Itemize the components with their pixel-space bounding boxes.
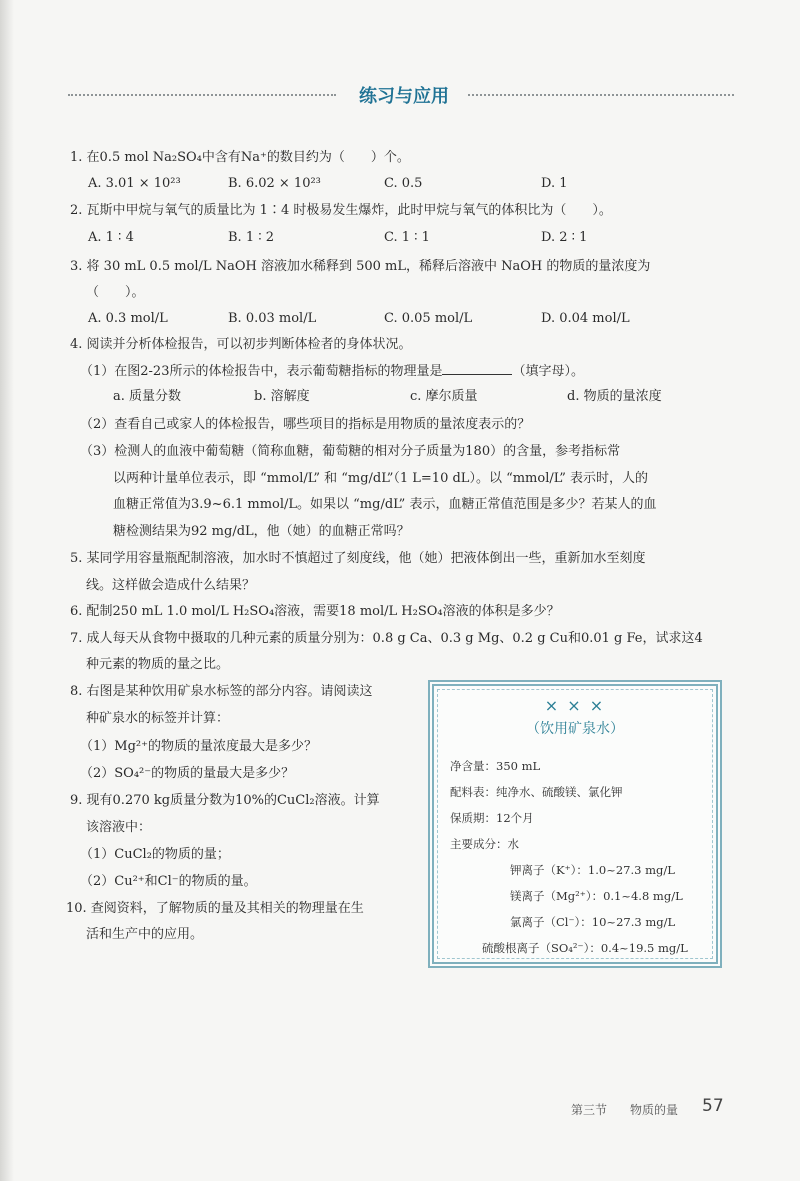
q3-stem-line2: （ ）。 — [86, 285, 145, 300]
q3-option-b: B. 0.03 mol/L — [228, 311, 317, 326]
q10-line2: 活和生产中的应用。 — [86, 927, 204, 942]
q7-line2: 种元素的物质的量之比。 — [86, 657, 230, 672]
q3-option-c: C. 0.05 mol/L — [384, 311, 473, 326]
footer-section-name: 物质的量 — [630, 1103, 679, 1117]
q1-option-a: A. 3.01 × 10²³ — [88, 176, 181, 191]
q2-option-a: A. 1 ∶ 4 — [88, 230, 134, 245]
q6: 6. 配制250 mL 1.0 mol/L H₂SO₄溶液，需要18 mol/L H₂SO₄溶液的体积是多少？ — [70, 604, 560, 619]
q10-line1: 10. 查阅资料，了解物质的量及其相关的物理量在生 — [66, 901, 364, 916]
q5-line2: 线。这样做会造成什么结果？ — [86, 578, 256, 593]
q4-part1-option-a: a. 质量分数 — [113, 389, 182, 404]
q4-part1-option-d: d. 物质的量浓度 — [567, 389, 662, 404]
q4-part1-text: （1）在图2-23所示的体检报告中，表示葡萄糖指标的物理量是 — [80, 364, 443, 379]
label-chloride: 氯离子（Cl⁻）：10~27.3 mg/L — [510, 915, 676, 929]
q9-part1: （1）CuCl₂的物质的量； — [80, 847, 230, 862]
q8-part2: （2）SO₄²⁻的物质的量最大是多少？ — [80, 766, 295, 781]
q4-part1-suffix: （填字母）。 — [512, 364, 584, 379]
q5-line1: 5. 某同学用容量瓶配制溶液，加水时不慎超过了刻度线，他（她）把液体倒出一些，重新加水至刻度 — [70, 551, 646, 566]
header-dotted-rule-left — [68, 94, 336, 96]
answer-blank — [442, 362, 512, 375]
q8-part1: （1）Mg²⁺的物质的量浓度最大是多少？ — [80, 739, 317, 754]
q4-part1-option-b: b. 溶解度 — [254, 389, 310, 404]
q4-part1-option-c: c. 摩尔质量 — [410, 389, 478, 404]
page-number: 57 — [702, 1096, 724, 1116]
page-fold-shadow — [0, 0, 14, 1181]
label-main-component: 主要成分：水 — [450, 837, 519, 851]
q4-part3-line2: 以两种计量单位表示，即 “mmol/L” 和 “mg/dL”（1 L=10 dL）。以 “mmol/L” 表示时，人的 — [113, 471, 649, 486]
q4-stem: 4. 阅读并分析体检报告，可以初步判断体检者的身体状况。 — [70, 337, 412, 352]
label-magnesium: 镁离子（Mg²⁺）：0.1~4.8 mg/L — [510, 889, 683, 903]
q4-part3-line4: 糖检测结果为92 mg/dL，他（她）的血糖正常吗？ — [113, 524, 410, 539]
q8-line1: 8. 右图是某种饮用矿泉水标签的部分内容。请阅读这 — [70, 684, 373, 699]
q2-option-c: C. 1 ∶ 1 — [384, 230, 430, 245]
q4-part3-line1: （3）检测人的血液中葡萄糖（简称血糖，葡萄糖的相对分子质量为180）的含量，参考指标常 — [80, 444, 621, 459]
label-sulfate: 硫酸根离子（SO₄²⁻）：0.4~19.5 mg/L — [482, 941, 688, 955]
q3-option-d: D. 0.04 mol/L — [541, 311, 630, 326]
q2-option-b: B. 1 ∶ 2 — [228, 230, 275, 245]
q9-line2: 该溶液中： — [86, 820, 152, 835]
label-subtitle: （饮用矿泉水） — [526, 721, 624, 737]
q9-line1: 9. 现有0.270 kg质量分数为10%的CuCl₂溶液。计算 — [70, 793, 380, 808]
label-potassium: 钾离子（K⁺）：1.0~27.3 mg/L — [510, 863, 675, 877]
section-header — [68, 82, 734, 108]
q1-option-c: C. 0.5 — [384, 176, 423, 191]
q4-part2: （2）查看自己或家人的体检报告，哪些项目的指标是用物质的量浓度表示的？ — [80, 417, 531, 432]
q2-stem: 2. 瓦斯中甲烷与氧气的质量比为 1∶4 时极易发生爆炸，此时甲烷与氧气的体积比为（ ）。 — [70, 203, 612, 218]
mineral-water-label — [428, 680, 722, 968]
label-ingredients: 配料表：纯净水、硫酸镁、氯化钾 — [450, 785, 623, 799]
q1-option-d: D. 1 — [541, 176, 568, 191]
label-net-content: 净含量：350 mL — [450, 759, 541, 773]
footer-section: 第三节 — [571, 1103, 608, 1117]
q3-option-a: A. 0.3 mol/L — [88, 311, 168, 326]
header-dotted-rule-right — [468, 94, 734, 96]
section-title: 练习与应用 — [359, 86, 449, 107]
label-brand: × × × — [544, 696, 606, 715]
q3-stem-line1: 3. 将 30 mL 0.5 mol/L NaOH 溶液加水稀释到 500 mL，稀释后溶液中 NaOH 的物质的量浓度为 — [70, 259, 651, 274]
q7-line1: 7. 成人每天从食物中摄取的几种元素的质量分别为：0.8 g Ca、0.3 g Mg、0.2 g Cu和0.01 g Fe，试求这4 — [70, 631, 703, 646]
q4-part3-line3: 血糖正常值为3.9~6.1 mmol/L。如果以 “mg/dL” 表示，血糖正常值范围是多少？若某人的血 — [113, 497, 657, 512]
q1-option-b: B. 6.02 × 10²³ — [228, 176, 321, 191]
q9-part2: （2）Cu²⁺和Cl⁻的物质的量。 — [80, 874, 257, 889]
q1-stem: 1. 在0.5 mol Na₂SO₄中含有Na⁺的数目约为（ ）个。 — [70, 150, 410, 165]
q2-option-d: D. 2 ∶ 1 — [541, 230, 588, 245]
q4-part1 — [80, 362, 584, 381]
label-shelf-life: 保质期：12个月 — [450, 811, 534, 825]
q8-line2: 种矿泉水的标签并计算： — [86, 711, 230, 726]
